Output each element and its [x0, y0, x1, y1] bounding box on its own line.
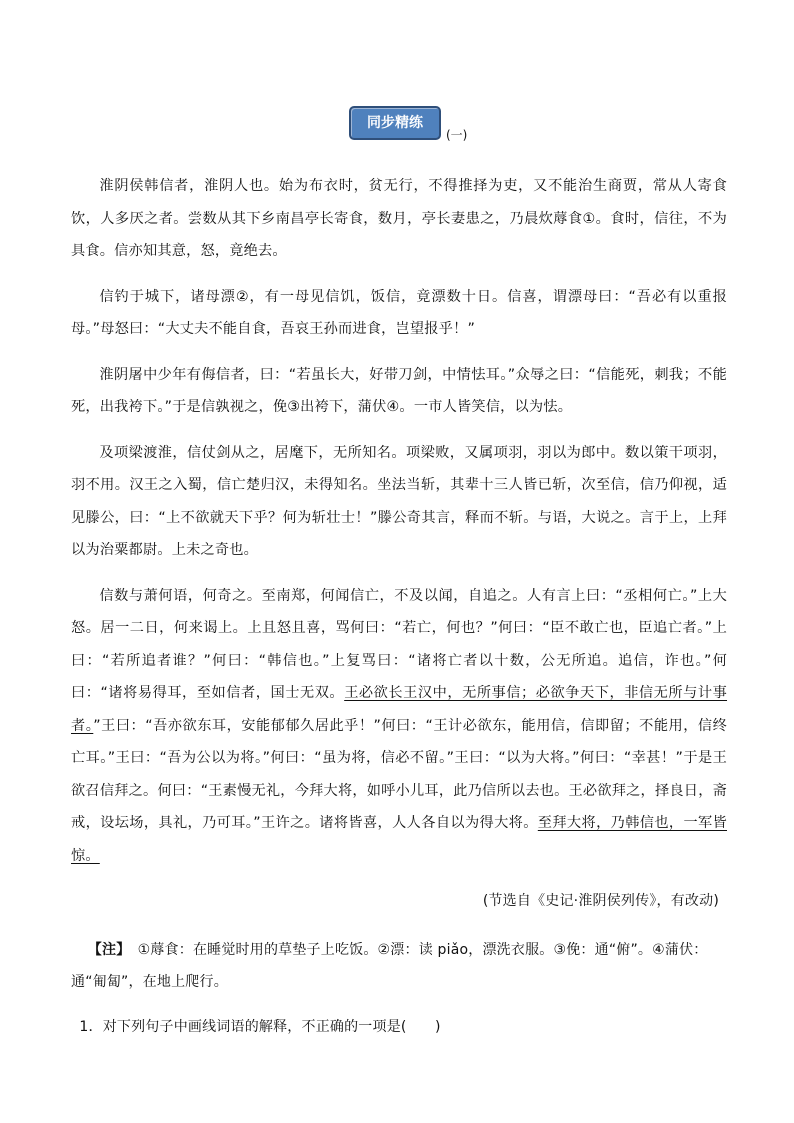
- paragraph-5-text-a: 信数与萧何语，何奇之。至南郑，何闻信亡，不及以闻，自追之。人有言上曰：“丞相何亡。”上大怒。居一二日，何来谒上。上且怒且喜，骂何曰：“若亡，何也？”何曰：“臣不敢亡也，臣追亡者。”上曰：“若所追者谁？”何曰：“韩信也。”上复骂曰：“诸将亡者以十数，公无所追。追信，诈也。”何曰：“诸将易得耳，至如信者，国士无双。: [71, 587, 727, 701]
- passage-paragraph-4: 及项梁渡淮，信仗剑从之，居麾下，无所知名。项梁败，又属项羽，羽以为郎中。数以策干项羽，羽不用。汉王之入蜀，信亡楚归汉，未得知名。坐法当斩，其辈十三人皆已斩，次至信，信乃仰视，适见滕公，曰：“上不欲就天下乎？何为斩壮士！”滕公奇其言，释而不斩。与语，大说之。言于上，上拜以为治粟都尉。上未之奇也。: [71, 444, 727, 558]
- source-citation: (节选自《史记·淮阴侯列传》，有改动): [482, 893, 719, 909]
- passage-paragraph-3: 淮阴屠中少年有侮信者，曰：“若虽长大，好带刀剑，中情怯耳。”众辱之曰：“信能死，刺我；不能死，出我袴下。”于是信孰视之，俛③出袴下，蒲伏④。一市人皆笑信，以为怯。: [71, 366, 727, 415]
- passage-paragraph-5: [71, 580, 727, 873]
- note-label: 【注】: [87, 941, 124, 958]
- question-1: 1．对下列句子中画线词语的解释，不正确的一项是( ): [79, 1018, 441, 1035]
- passage-paragraph-2: 信钓于城下，诸母漂②，有一母见信饥，饭信，竟漂数十日。信喜，谓漂母曰：“吾必有以重报母。”母怒曰：“大丈夫不能自食，吾哀王孙而进食，岂望报乎！”: [71, 288, 727, 337]
- section-title-badge: 同步精练: [349, 106, 441, 140]
- underlined-sentence-2: 至拜大将，乃韩信也，一军皆惊。: [71, 815, 727, 864]
- section-number: (一): [446, 128, 468, 142]
- note-text: ①蓐食：在睡觉时用的草垫子上吃饭。②漂：读 piǎo，漂洗衣服。③俛：通“俯”。④蒲伏：通“匍匐”，在地上爬行。: [71, 941, 708, 990]
- paragraph-5-text-b: ”王曰：“吾亦欲东耳，安能郁郁久居此乎！”何曰：“王计必欲东，能用信，信即留；不能用，信终亡耳。”王曰：“吾为公以为将。”何曰：“虽为将，信必不留。”王曰：“以为大将。”何曰：“幸甚！”于是王欲召信拜之。何曰：“王素慢无礼，今拜大将，如呼小儿耳，此乃信所以去也。王必欲拜之，择良日，斋戒，设坛场，具礼，乃可耳。”王许之。诸将皆喜，人人各自以为得大将。: [71, 717, 727, 831]
- passage-paragraph-1: 淮阴侯韩信者，淮阴人也。始为布衣时，贫无行，不得推择为吏，又不能治生商贾，常从人寄食饮，人多厌之者。尝数从其下乡南昌亭长寄食，数月，亭长妻患之，乃晨炊蓐食①。食时，信往，不为具食。信亦知其意，怒，竟绝去。: [71, 178, 727, 259]
- underlined-sentence-1: 王必欲长王汉中，无所事信；必欲争天下，非信无所与计事者。: [71, 685, 728, 734]
- section-header: [0, 104, 794, 144]
- annotation-note: [71, 934, 727, 999]
- passage-content: [71, 170, 727, 1043]
